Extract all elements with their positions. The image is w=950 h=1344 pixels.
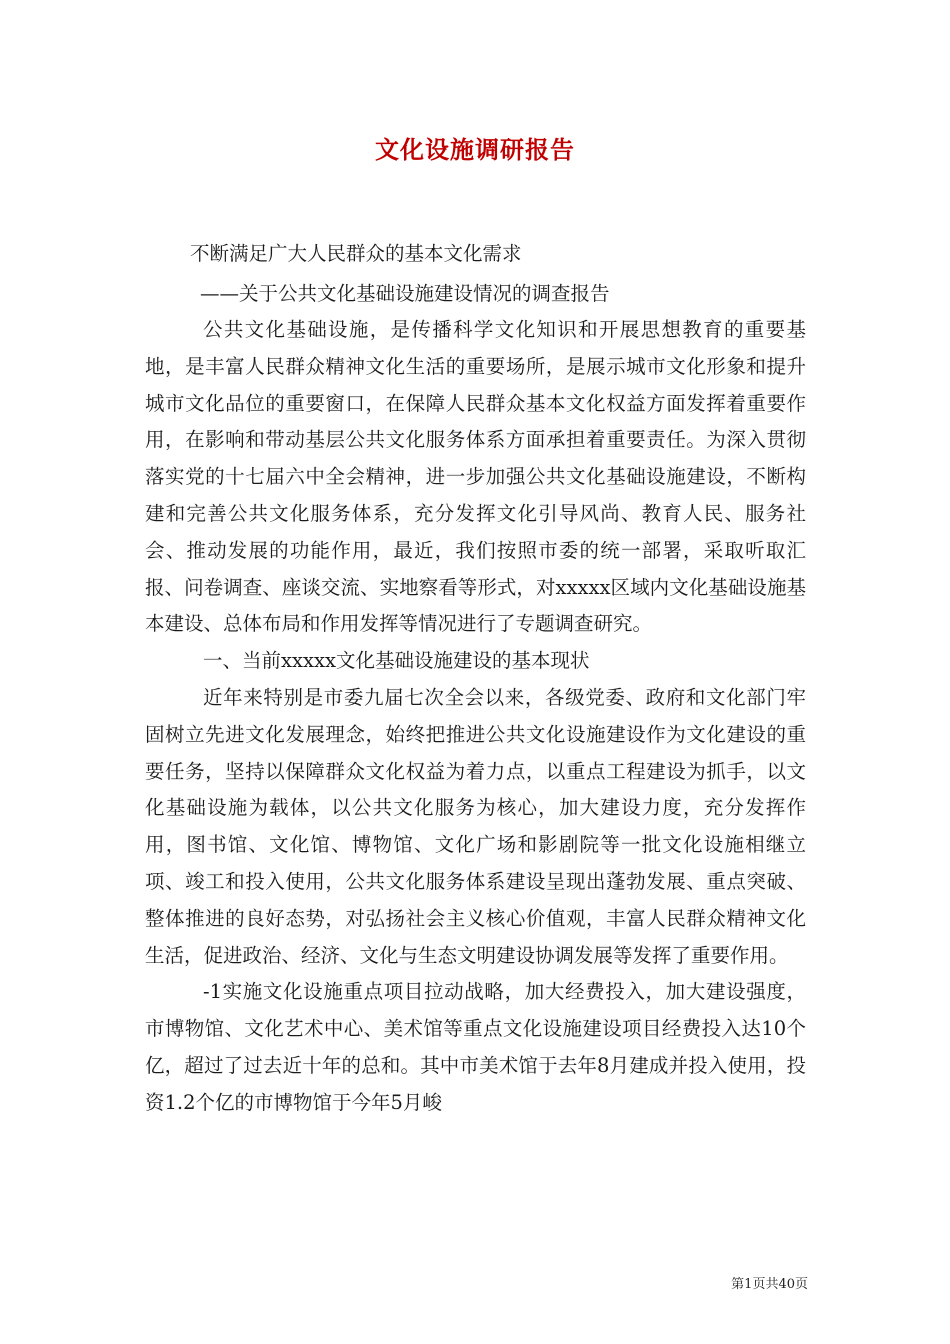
section-heading-1: 一、当前xxxxx文化基础设施建设的基本现状 bbox=[203, 649, 590, 673]
page-number-footer: 第1页共40页 bbox=[731, 1277, 808, 1292]
paragraph-status: 近年来特别是市委九届七次全会以来，各级党委、政府和文化部门牢固树立先进文化发展理念，始终把推进公共文化设施建设作为文化建设的重要任务，坚持以保障群众文化权益为着力点，以重点工程建设为抓手，以文化基础设施为载体，以公共文化服务为核心，加大建设力度，充分发挥作用，图书馆、文化馆、博物馆、文化广场和影剧院等一批文化设施相继立项、竣工和投入使用，公共文化服务体系建设呈现出蓬勃发展、重点突破、整体推进的良好态势，对弘扬社会主义核心价值观，丰富人民群众精神文化生活，促进政治、经济、文化与生态文明建设协调发展等发挥了重要作用。 bbox=[145, 685, 806, 967]
paragraph-intro: 公共文化基础设施，是传播科学文化知识和开展思想教育的重要基地，是丰富人民群众精神文化生活的重要场所，是展示城市文化形象和提升城市文化品位的重要窗口，在保障人民群众基本文化权益方面发挥着重要作用，在影响和带动基层公共文化服务体系方面承担着重要责任。为深入贯彻落实党的十七届六中全会精神，进一步加强公共文化基础设施建设，不断构建和完善公共文化服务体系，充分发挥文化引导风尚、教育人民、服务社会、推动发展的功能作用，最近，我们按照市委的统一部署，采取听取汇报、问卷调查、座谈交流、实地察看等形式，对xxxxx区域内文化基础设施基本建设、总体布局和作用发挥等情况进行了专题调查研究。 bbox=[145, 318, 806, 636]
document-title: 文化设施调研报告 bbox=[375, 135, 575, 164]
document-subtitle-main: 不断满足广大人民群众的基本文化需求 bbox=[190, 242, 522, 265]
paragraph-item-1: -1实施文化设施重点项目拉动战略，加大经费投入，加大建设强度，市博物馆、文化艺术中心、美术馆等重点文化设施建设项目经费投入达10个亿，超过了过去近十年的总和。其中市美术馆于去年8月建成并投入使用，投资1.2个亿的市博物馆于今年5月峻 bbox=[145, 980, 806, 1114]
document-subtitle-sub: ——关于公共文化基础设施建设情况的调查报告 bbox=[200, 282, 610, 305]
document-body bbox=[145, 312, 806, 1122]
